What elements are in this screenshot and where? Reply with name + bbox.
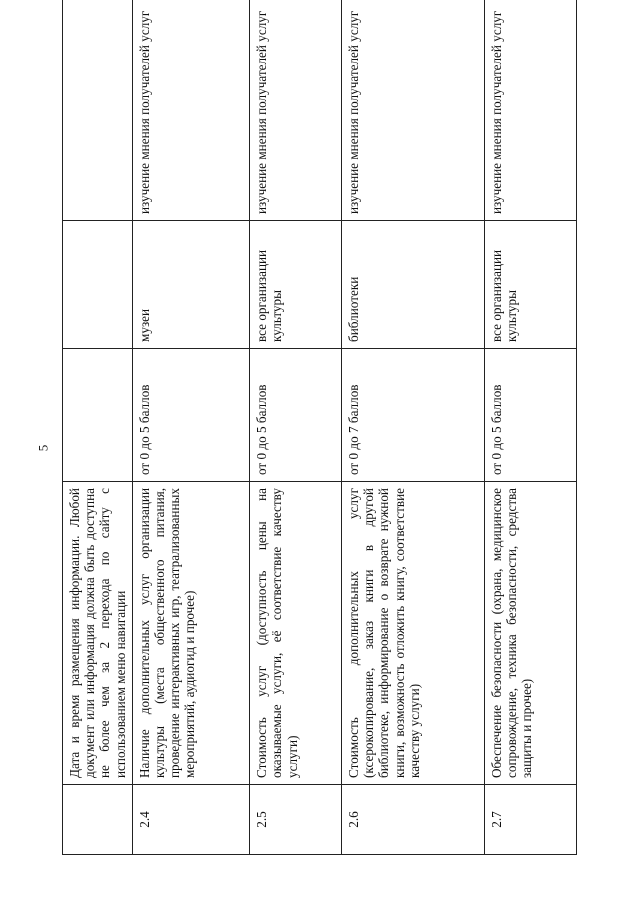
organization-type: все организации культуры [250,221,342,349]
row-number: 2.6 [342,785,485,855]
table-row [63,0,133,855]
assessment-method: изучение мнения получателей услуг [132,0,249,221]
score-range: от 0 до 7 баллов [342,349,485,482]
score-range: от 0 до 5 баллов [485,349,577,482]
page-number: 5 [35,444,51,452]
assessment-method [63,0,133,221]
row-number [63,785,133,855]
rotated-table-wrapper [62,10,577,855]
organization-type: все организации культуры [485,221,577,349]
assessment-method: изучение мнения получателей услуг [342,0,485,221]
criteria-table [62,0,577,855]
criterion-description: Стоимость услуг (доступность цены на оказываемые услуги, её соответствие качеству услуги) [250,482,342,785]
table-row [485,0,577,855]
criterion-description: Стоимость дополнительных услуг (ксерокопирование, заказ книги в другой библиотеке, информирование о возврате нужной книги, возможность отложить книгу, соответствие качеству услуги) [342,482,485,785]
table-row [250,0,342,855]
criterion-description: Обеспечение безопасности (охрана, медицинское сопровождение, техника безопасности, средства защиты и прочее) [485,482,577,785]
criterion-description: Дата и время размещения информации. Любой документ или информация должна быть доступна не более чем за 2 перехода по сайту с использованием меню навигации [63,482,133,785]
organization-type [63,221,133,349]
row-number: 2.7 [485,785,577,855]
score-range: от 0 до 5 баллов [250,349,342,482]
assessment-method: изучение мнения получателей услуг [250,0,342,221]
organization-type: библиотеки [342,221,485,349]
row-number: 2.4 [132,785,249,855]
assessment-method: изучение мнения получателей услуг [485,0,577,221]
score-range: от 0 до 5 баллов [132,349,249,482]
table-row [132,0,249,855]
table-row [342,0,485,855]
row-number: 2.5 [250,785,342,855]
score-range [63,349,133,482]
criterion-description: Наличие дополнительных услуг организации культуры (места общественного питания, проведение интерактивных игр, театрализованных мероприятий, аудиогид и прочее) [132,482,249,785]
organization-type: музеи [132,221,249,349]
